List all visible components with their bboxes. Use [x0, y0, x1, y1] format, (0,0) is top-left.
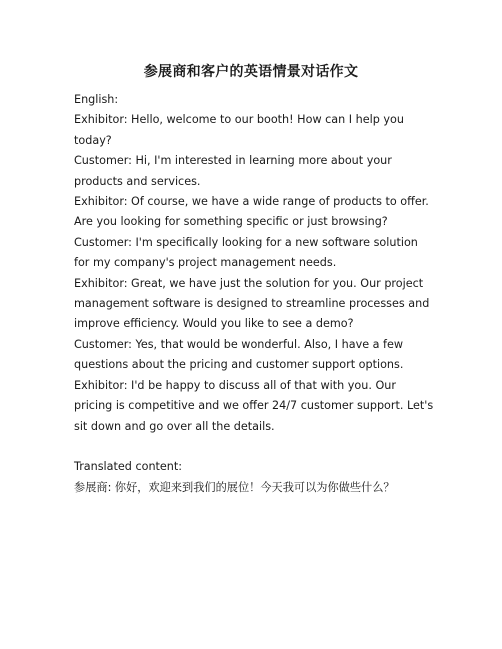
paragraph-spacer — [74, 437, 434, 457]
paragraph-exhibitor-range: Exhibitor: Of course, we have a wide range of products to offer. Are you looking for something specific or just browsing? — [74, 195, 429, 229]
paragraph-english-label: English: — [74, 93, 119, 106]
translated-heading: Translated content: — [74, 460, 183, 474]
paragraph-exhibitor-greeting: Exhibitor: Hello, welcome to our booth! How can I help you today? — [74, 113, 404, 147]
document-title: 参展商和客户的英语情景对话作文 — [143, 64, 359, 80]
translated-paragraph: 参展商: 你好，欢迎来到我们的展位！今天我可以为你做些什么？ — [74, 480, 395, 494]
paragraph-customer-interest: Customer: Hi, I'm interested in learning more about your products and services. — [74, 154, 392, 188]
paragraph-exhibitor-solution: Exhibitor: Great, we have just the solution for you. Our project management software is designed to streamline processes and improve efficiency. Would you like to see a demo? — [74, 276, 430, 331]
document-body — [74, 90, 434, 498]
paragraph-exhibitor-details: Exhibitor: I'd be happy to discuss all of that with you. Our pricing is competitive and we offer 24/7 customer support. Let's sit down and go over all the details. — [74, 378, 434, 433]
paragraph-customer-pricing: Customer: Yes, that would be wonderful. Also, I have a few questions about the pricing and customer support options. — [74, 337, 404, 372]
paragraph-customer-software: Customer: I'm specifically looking for a new software solution for my company's project management needs. — [74, 235, 418, 270]
